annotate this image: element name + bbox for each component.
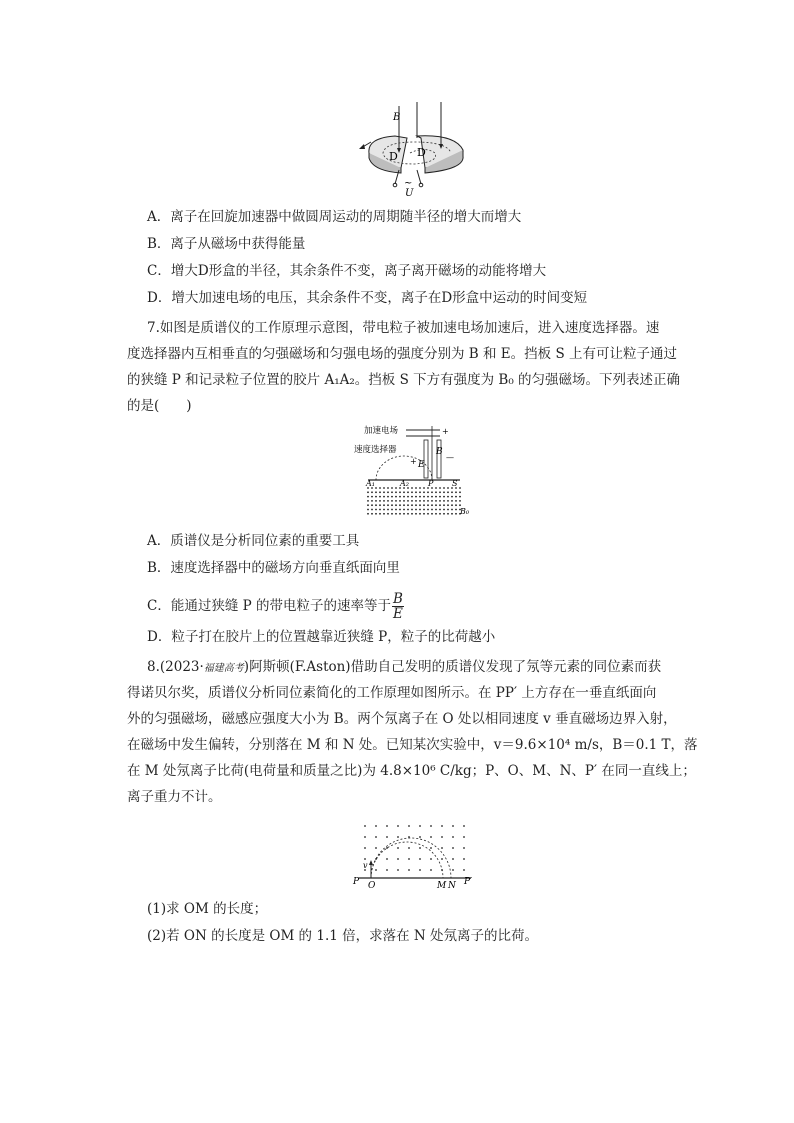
q8-subquestion-1: (1)求 OM 的长度；	[147, 901, 268, 917]
fig2-label-P: P	[428, 479, 434, 488]
fig2-label-selector: 速度选择器	[354, 445, 397, 455]
q7-option-d: D．粒子打在胶片上的位置越靠近狭缝 P，粒子的比荷越小	[147, 629, 496, 645]
fig2-label-A1: A₁	[366, 479, 375, 488]
fig2-label-B: B	[436, 447, 443, 457]
fig2-label-plus-top: +	[442, 427, 449, 436]
q7-stem-line-4: 的是( )	[127, 398, 192, 414]
q7-option-c-text: C．能通过狭缝 P 的带电粒子的速率等于	[147, 598, 391, 614]
fig1-label-tilde: ~	[404, 178, 413, 189]
fig2-label-accel: 加速电场	[364, 426, 399, 436]
q7-option-b: B．速度选择器中的磁场方向垂直纸面向里	[147, 560, 400, 576]
fig3-label-v: v	[363, 861, 368, 870]
fig2-label-B0: B₀	[460, 507, 470, 516]
q7-stem-line-1: 7.如图是质谱仪的工作原理示意图，带电粒子被加速电场加速后，进入速度选择器。速	[147, 320, 660, 336]
fraction-numerator: B	[393, 591, 403, 607]
q6-option-b: B．离子从磁场中获得能量	[147, 236, 306, 252]
fig1-label-D-right: D	[417, 146, 426, 159]
q8-stem-line-5: 在 M 处氖离子比荷(电荷量和质量之比)为 4.8×10⁶ C/kg；P、O、M、N、P′ 在同一直线上；	[127, 763, 696, 779]
q8-stem-line-4: 在磁场中发生偏转，分别落在 M 和 N 处。已知某次实验中，v＝9.6×10⁴ m/s，B＝0.1 T，落	[127, 737, 698, 753]
fig3-label-N: N	[448, 881, 456, 891]
fig1-label-U: U	[405, 188, 414, 198]
fig2-label-minus: —	[446, 453, 454, 462]
q8-source: 福建高考	[203, 663, 244, 674]
q7-option-a: A．质谱仪是分析同位素的重要工具	[147, 533, 360, 549]
q8-subquestion-2: (2)若 ON 的长度是 OM 的 1.1 倍，求落在 N 处氖离子的比荷。	[147, 928, 539, 944]
fig3-label-Pprime: P′	[464, 877, 473, 887]
q6-option-a: A．离子在回旋加速器中做圆周运动的周期随半径的增大而增大	[147, 209, 522, 225]
fig3-label-O: O	[368, 881, 376, 891]
q8-number: 8.(2023·	[147, 659, 204, 675]
cyclotron-figure	[355, 98, 475, 198]
q7-stem-line-3: 的狭缝 P 和记录粒子位置的胶片 A₁A₂。挡板 S 下方有强度为 B₀ 的匀强磁场。下列表述正确	[127, 372, 681, 388]
q7-stem-line-2: 度选择器内互相垂直的匀强磁场和匀强电场的强度分别为 B 和 E。挡板 S 上有可让粒子通过	[127, 346, 677, 362]
fig2-label-S: S	[452, 479, 458, 488]
q7-option-c-fraction	[392, 592, 404, 621]
q8-stem-line-2: 得诺贝尔奖，质谱仪分析同位素简化的工作原理如图所示。在 PP′ 上方存在一垂直纸面向	[127, 685, 657, 701]
fig2-label-plus-left: +	[410, 457, 417, 466]
q6-option-c: C．增大D形盒的半径，其余条件不变，离子离开磁场的动能将增大	[147, 263, 547, 279]
fig2-label-E: E	[418, 460, 425, 470]
fig3-label-M: M	[437, 881, 447, 891]
fig3-label-P: P	[353, 877, 360, 887]
fraction-denominator: E	[393, 606, 403, 622]
fig2-label-A2: A₂	[400, 479, 409, 488]
q8-stem-line-1	[147, 658, 661, 678]
magnetic-field-dots	[367, 487, 461, 515]
q8-stem-line-3: 外的匀强磁场，磁感应强度大小为 B。两个氖离子在 O 处以相同速度 v 垂直磁场边界入射，	[127, 711, 677, 727]
fig1-label-B: B	[393, 112, 401, 123]
magnetic-field-dots	[364, 825, 465, 871]
neon-ion-figure	[345, 818, 485, 894]
q8-stem-line-1-rest: )阿斯顿(F.Aston)借助自己发明的质谱仪发现了氖等元素的同位素而获	[243, 659, 662, 675]
q8-stem-line-6: 离子重力不计。	[127, 789, 222, 805]
fig1-label-D-left: D	[389, 150, 398, 163]
q7-option-c	[147, 592, 404, 621]
q6-option-d: D．增大加速电场的电压，其余条件不变，离子在D形盒中运动的时间变短	[147, 290, 588, 306]
mass-spectrometer-figure	[350, 424, 480, 520]
